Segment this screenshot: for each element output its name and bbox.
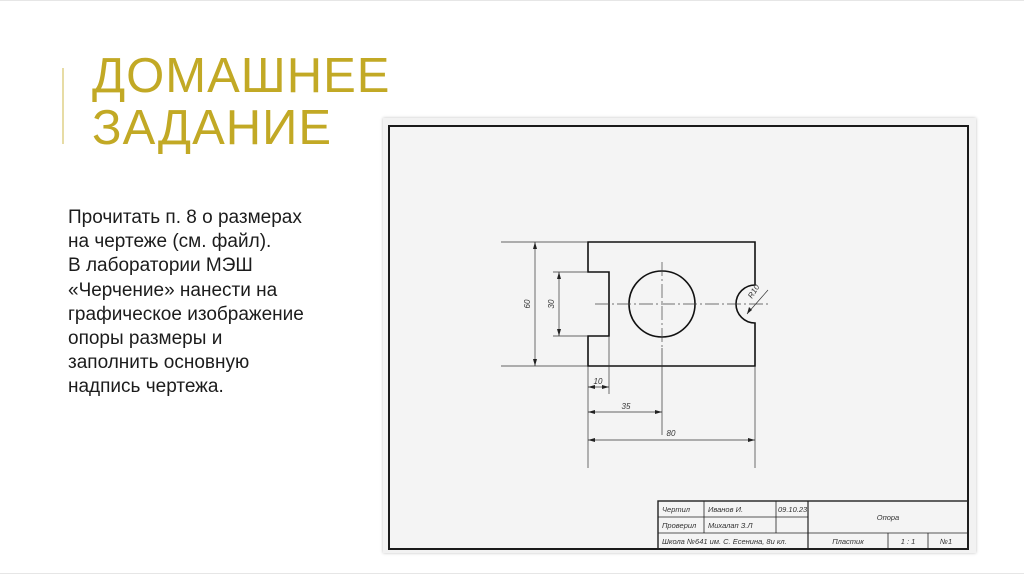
- assignment-line: Прочитать п. 8 о размерах: [68, 207, 302, 228]
- assignment-line: графическое изображение: [68, 303, 304, 325]
- slide-title-line-2: ЗАДАНИЕ: [92, 101, 333, 155]
- drawing-svg: [383, 118, 976, 553]
- assignment-line: заполнить основную: [68, 352, 250, 374]
- title-block-school: Школа №641 им. С. Есенина, 8и кл.: [662, 537, 787, 546]
- dim-label-60: 60: [523, 299, 532, 309]
- assignment-line: опоры размеры и: [68, 328, 223, 350]
- dim-label-r10: R10: [746, 282, 762, 301]
- slide-title: [92, 50, 390, 154]
- assignment-line: надпись чертежа.: [68, 376, 224, 398]
- assignment-text: [68, 206, 378, 400]
- title-block-material: Пластик: [832, 537, 864, 546]
- top-border-line: [0, 0, 1024, 1]
- slide-title-line-1: ДОМАШНЕЕ: [92, 49, 391, 103]
- title-block-date: 09.10.23: [778, 505, 808, 514]
- title-block-name-checked: Михалап З.Л: [708, 521, 753, 530]
- technical-drawing-image: [383, 118, 976, 553]
- title-block-name-drawn: Иванов И.: [708, 505, 744, 514]
- title-block-scale: 1 : 1: [900, 537, 916, 546]
- dim-label-35: 35: [621, 402, 631, 411]
- dim-label-30: 30: [547, 299, 556, 309]
- title-block-role-checked: Проверил: [662, 521, 697, 530]
- dim-label-80: 80: [666, 429, 676, 438]
- title-block-role-drawn: Чертил: [662, 505, 691, 514]
- assignment-line: на чертеже (см. файл).: [68, 231, 272, 253]
- title-accent-bar: [62, 68, 64, 144]
- sheet-frame: [389, 126, 968, 549]
- dim-label-10: 10: [593, 377, 603, 386]
- title-block-sheet: №1: [939, 537, 953, 546]
- title-block-part-name: Опора: [876, 513, 900, 522]
- assignment-line: «Черчение» нанести на: [68, 279, 278, 301]
- assignment-line: В лаборатории МЭШ: [68, 255, 253, 277]
